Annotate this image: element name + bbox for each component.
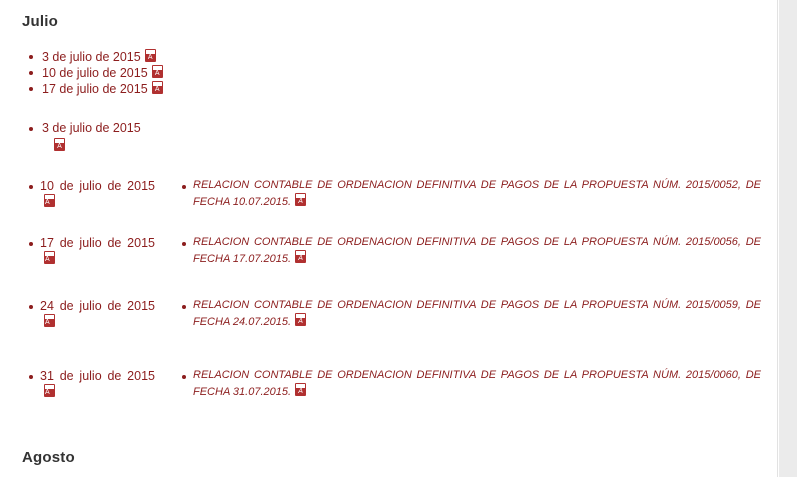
row-date-cell: [40, 178, 155, 210]
pdf-icon[interactable]: [44, 251, 55, 264]
row-date-link[interactable]: [40, 368, 155, 400]
row-date-cell: [40, 235, 155, 267]
description-label: RELACION CONTABLE DE ORDENACION DEFINITIVA DE PAGOS DE LA PROPUESTA NÚM. 2015/0056, DE FECHA 17.07.2015.: [193, 236, 761, 265]
date-label: 17 de julio de 2015: [40, 236, 155, 250]
pdf-icon[interactable]: [44, 384, 55, 397]
row-date-link[interactable]: [40, 178, 155, 210]
description-label: RELACION CONTABLE DE ORDENACION DEFINITIVA DE PAGOS DE LA PROPUESTA NÚM. 2015/0052, DE FECHA 10.07.2015.: [193, 179, 761, 208]
date-label: 3 de julio de 2015: [42, 50, 141, 64]
list-bullet: [29, 185, 33, 189]
description-label: RELACION CONTABLE DE ORDENACION DEFINITIVA DE PAGOS DE LA PROPUESTA NÚM. 2015/0060, DE FECHA 31.07.2015.: [193, 369, 761, 398]
page-gutter: [779, 0, 797, 477]
list-bullet: [29, 242, 33, 246]
list-bullet: [29, 87, 33, 91]
list-bullet: [29, 127, 33, 131]
table-row: [0, 235, 778, 285]
pdf-icon[interactable]: [295, 313, 306, 326]
row-description-link[interactable]: [193, 368, 761, 400]
date-label: 17 de julio de 2015: [42, 82, 148, 96]
row-date-link[interactable]: [40, 235, 155, 267]
month-heading-julio: Julio: [22, 13, 59, 30]
row-description-link[interactable]: [193, 298, 761, 330]
row-description-cell: [193, 368, 761, 400]
pdf-icon[interactable]: [54, 138, 65, 151]
pdf-icon[interactable]: [152, 81, 163, 94]
pdf-icon[interactable]: [145, 49, 156, 62]
date-label: 31 de julio de 2015: [40, 369, 155, 383]
row-description-link[interactable]: [193, 178, 761, 210]
row-description-cell: [193, 178, 761, 210]
row-description-link[interactable]: [193, 235, 761, 267]
row-description-cell: [193, 298, 761, 330]
row-date-cell: [40, 298, 155, 330]
list-item-date-link[interactable]: [42, 81, 163, 96]
pdf-icon[interactable]: [295, 193, 306, 206]
table-row: [0, 178, 778, 228]
list-item-date-link[interactable]: [42, 65, 163, 80]
pdf-icon[interactable]: [44, 194, 55, 207]
pdf-icon[interactable]: [152, 65, 163, 78]
list-bullet: [182, 305, 186, 309]
table-row: [0, 368, 778, 418]
date-label: 10 de julio de 2015: [40, 179, 155, 193]
list-bullet: [29, 305, 33, 309]
pdf-icon[interactable]: [295, 383, 306, 396]
date-label: 3 de julio de 2015: [42, 121, 141, 135]
list-item-date-link[interactable]: [42, 121, 141, 135]
list-item-date-link[interactable]: [42, 49, 156, 64]
list-bullet: [182, 242, 186, 246]
list-bullet: [29, 375, 33, 379]
list-bullet: [29, 71, 33, 75]
date-label: 10 de julio de 2015: [42, 66, 148, 80]
list-bullet: [182, 185, 186, 189]
list-bullet: [182, 375, 186, 379]
row-date-cell: [40, 368, 155, 400]
date-label: 24 de julio de 2015: [40, 299, 155, 313]
row-date-link[interactable]: [40, 298, 155, 330]
month-heading-agosto: Agosto: [22, 449, 75, 466]
pdf-icon[interactable]: [295, 250, 306, 263]
table-row: [0, 298, 778, 348]
pdf-icon[interactable]: [44, 314, 55, 327]
row-description-cell: [193, 235, 761, 267]
list-bullet: [29, 55, 33, 59]
description-label: RELACION CONTABLE DE ORDENACION DEFINITIVA DE PAGOS DE LA PROPUESTA NÚM. 2015/0059, DE FECHA 24.07.2015.: [193, 299, 761, 328]
